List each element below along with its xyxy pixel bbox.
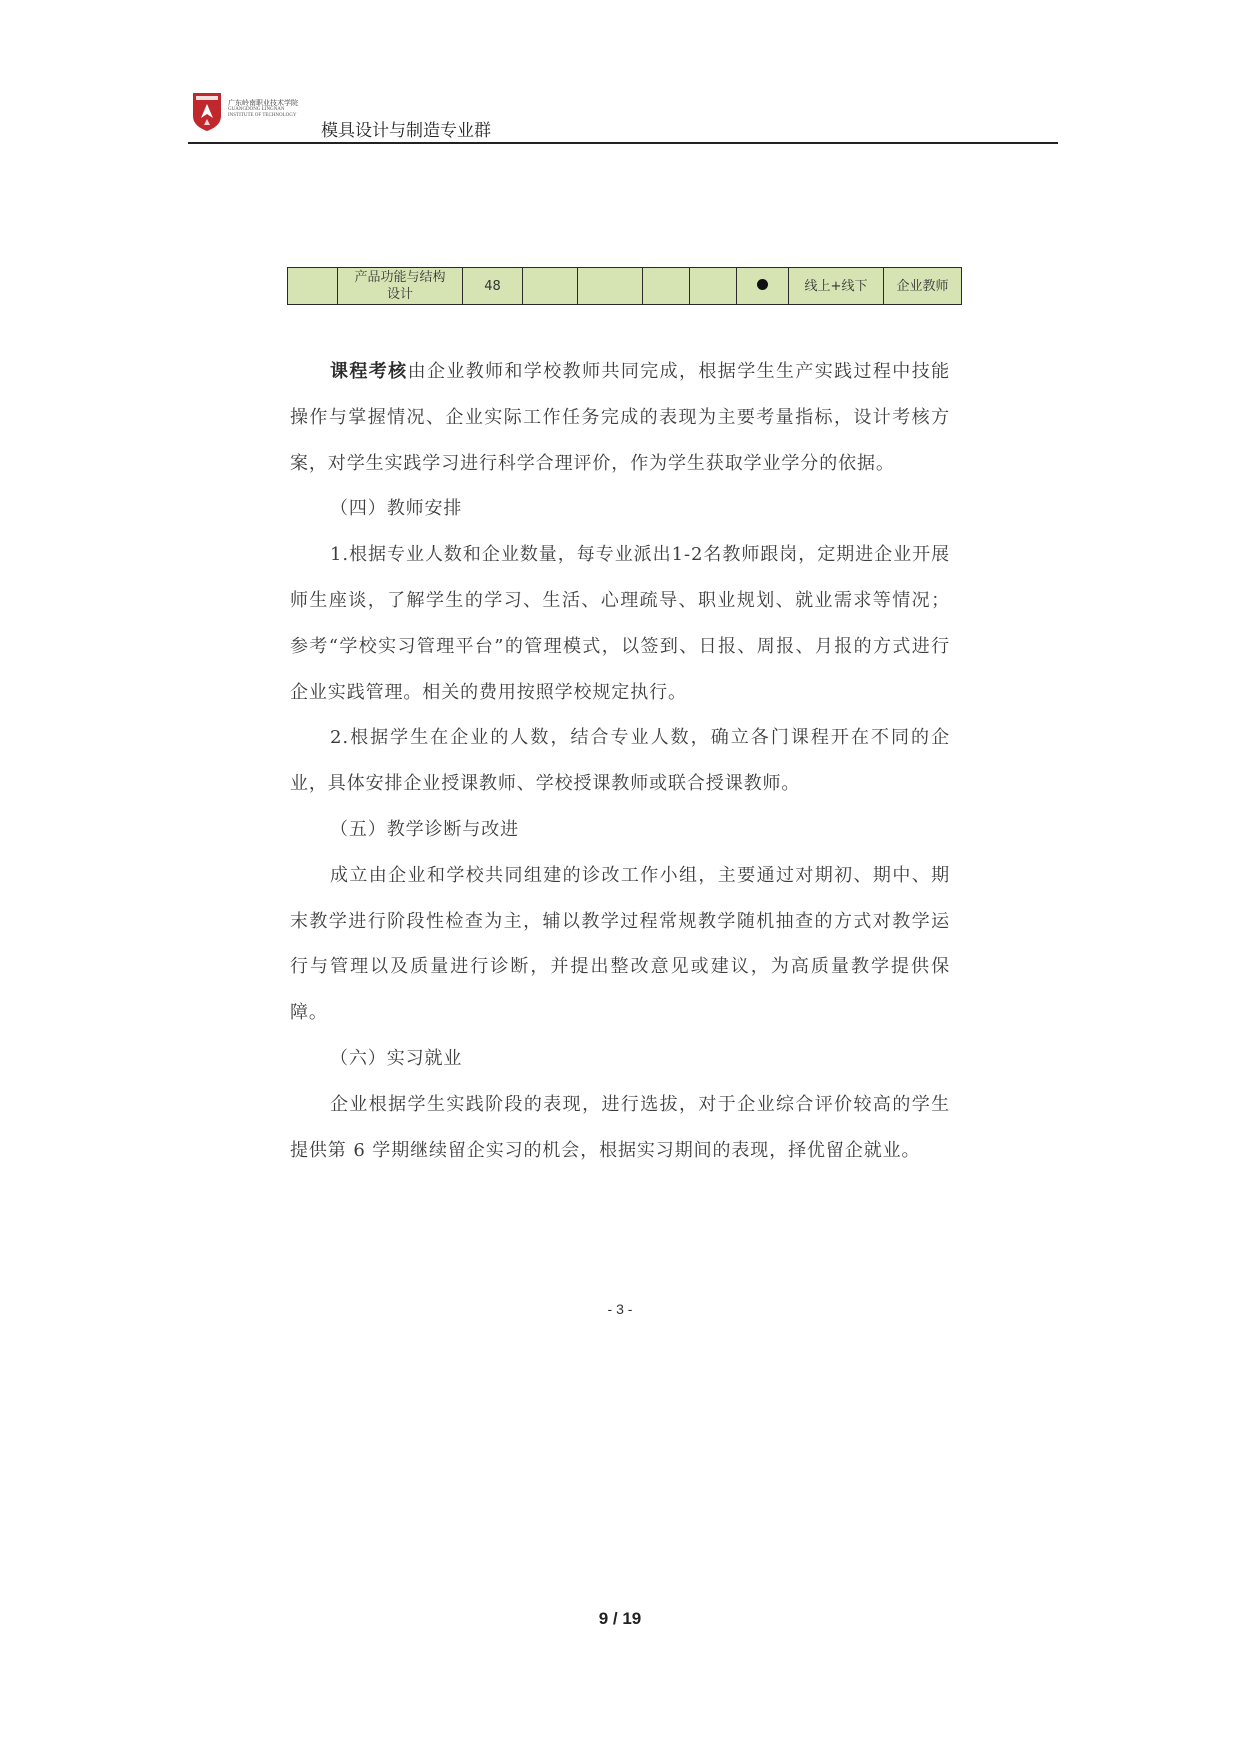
- paragraph-internship: 企业根据学生实践阶段的表现，进行选拔，对于企业综合评价较高的学生提供第 6 学期继续留企实习的机会，根据实习期间的表现，择优留企就业。: [290, 1093, 950, 1161]
- teaching-mode-cell: 线上+线下: [789, 268, 884, 305]
- paragraph-teacher-2: 2.根据学生在企业的人数，结合专业人数，确立各门课程开在不同的企业，具体安排企业授课教师、学校授课教师或联合授课教师。: [290, 727, 950, 795]
- table-cell-blank-5: [578, 268, 643, 305]
- inner-page-number: - 3 -: [607, 1301, 633, 1317]
- course-name-cell: [338, 268, 463, 305]
- header-divider: [188, 142, 1058, 144]
- table-cell-blank-4: [523, 268, 578, 305]
- table-cell-blank-6: [643, 268, 690, 305]
- course-name-line1: 产品功能与结构: [354, 270, 446, 285]
- logo-name-cn: 广东岭南职业技术学院: [228, 99, 298, 107]
- document-body: [290, 349, 950, 1173]
- logo-name-en-line1: GUANGDONG LINGNAN: [228, 107, 285, 112]
- paragraph-text: 由企业教师和学校教师共同完成，根据学生生产实践过程中技能操作与掌握情况、企业实际工作任务完成的表现为主要考量指标，设计考核方案，对学生实践学习进行科学合理评价，作为学生获取学业学分的依据。: [290, 361, 950, 474]
- college-logo: [192, 92, 222, 132]
- section-heading-5: （五）教学诊断与改进: [330, 818, 519, 840]
- section-heading-4: （四）教师安排: [330, 498, 463, 520]
- table-cell-blank-1: [288, 268, 338, 305]
- logo-name-en: [228, 107, 297, 119]
- paragraph-assessment: [290, 349, 950, 486]
- filled-dot-icon: [757, 279, 768, 290]
- page-header: [188, 92, 1058, 144]
- logo-name-en-line2: INSTITUTE OF TECHNOLOGY: [228, 113, 297, 118]
- semester-mark-cell: [737, 268, 789, 305]
- paragraph-lead-bold: 课程考核: [330, 361, 408, 382]
- teacher-type-cell: 企业教师: [884, 268, 962, 305]
- table-cell-blank-7: [690, 268, 737, 305]
- table-row: [288, 268, 962, 305]
- course-name-line2: 设计: [386, 287, 413, 302]
- paragraph-diagnosis: 成立由企业和学校共同组建的诊改工作小组，主要通过对期初、期中、期末教学进行阶段性检查为主，辅以教学过程常规教学随机抽查的方式对教学运行与管理以及质量进行诊断，并提出整改意见或建议，为高质量教学提供保障。: [290, 864, 950, 1024]
- header-title: 模具设计与制造专业群: [321, 121, 491, 141]
- course-table: [287, 267, 962, 305]
- pdf-page-indicator: 9 / 19: [598, 1609, 642, 1628]
- section-heading-6: （六）实习就业: [330, 1047, 463, 1069]
- paragraph-teacher-1: 1.根据专业人数和企业数量，每专业派出1-2名教师跟岗，定期进企业开展师生座谈，了解学生的学习、生活、心理疏导、职业规划、就业需求等情况；参考“学校实习管理平台”的管理模式，以签到、日报、周报、月报的方式进行企业实践管理。相关的费用按照学校规定执行。: [290, 544, 950, 703]
- course-hours-cell: 48: [463, 268, 523, 305]
